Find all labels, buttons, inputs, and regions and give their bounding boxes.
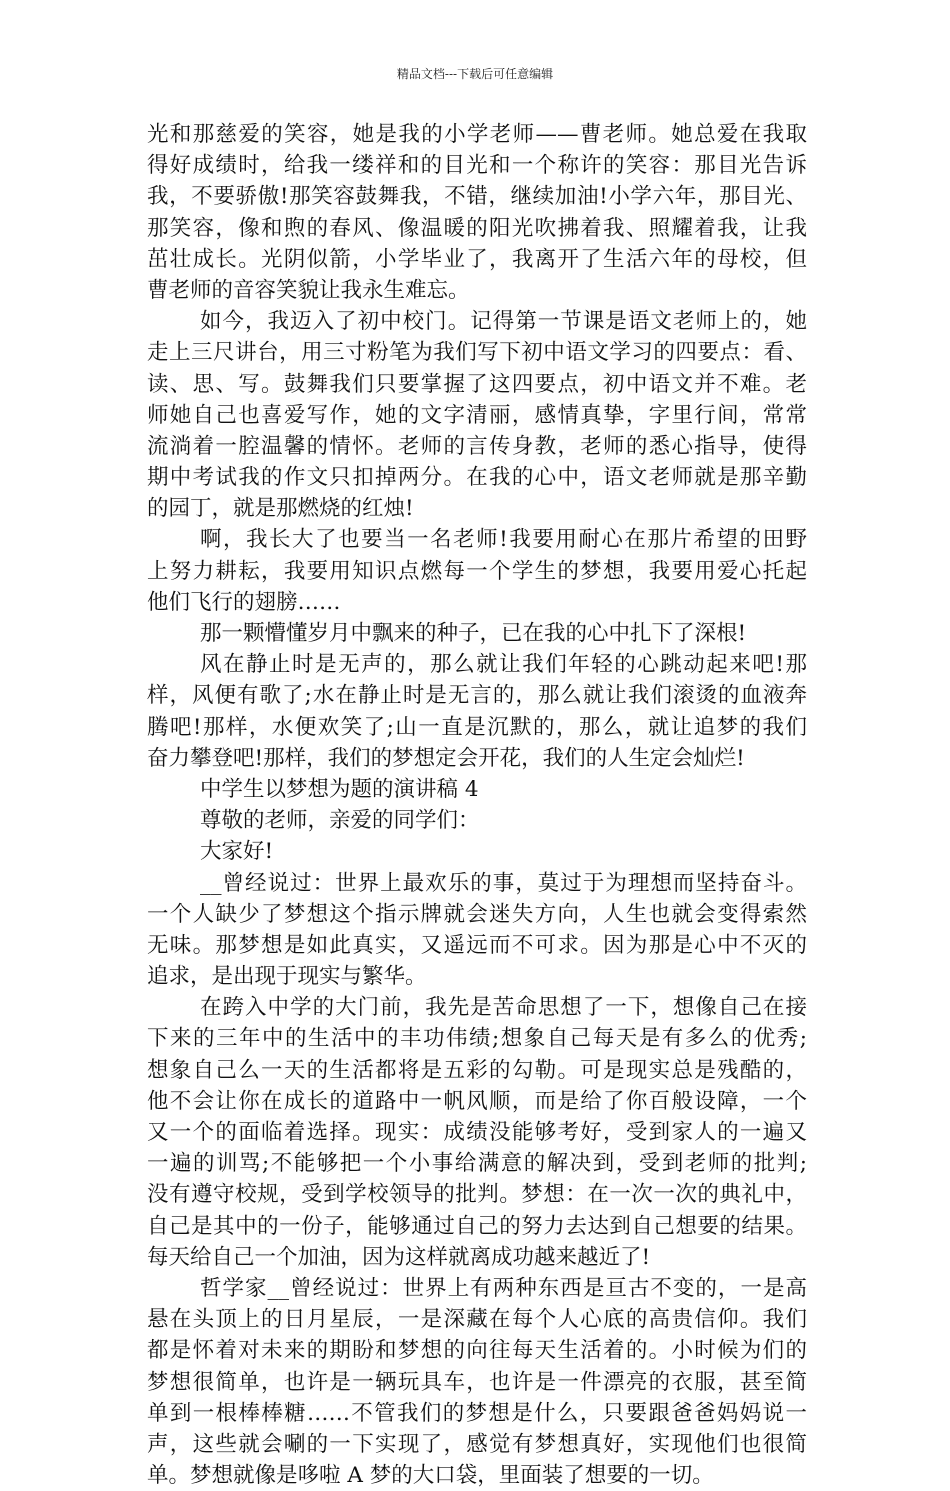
text-line: 得好成绩时，给我一缕祥和的目光和一个称许的笑容：那目光告诉 [147, 153, 807, 179]
text-line: 在跨入中学的大门前，我先是苦命思想了一下，想像自己在接 [200, 995, 807, 1021]
page-header: 精品文档---下载后可任意编辑 [396, 67, 554, 81]
text-line: 中学生以梦想为题的演讲稿 4 [200, 776, 479, 802]
text-line: 样，风便有歌了;水在静止时是无言的，那么就让我们滚烫的血液奔 [147, 683, 807, 709]
text-line: 每天给自己一个加油，因为这样就离成功越来越近了! [147, 1244, 651, 1270]
text-line: 尊敬的老师，亲爱的同学们： [200, 808, 480, 834]
text-line: 光和那慈爱的笑容，她是我的小学老师——曹老师。她总爱在我取 [147, 122, 807, 147]
text-line: 一个人缺少了梦想这个指示牌就会迷失方向，人生也就会变得索然 [147, 901, 807, 927]
text-line: __曾经说过：世界上最欢乐的事，莫过于为理想而坚持奋斗。 [200, 870, 807, 896]
text-line: 大家好! [200, 839, 274, 865]
text-line: 他不会让你在成长的道路中一帆风顺，而是给了你百般设障，一个 [147, 1088, 807, 1114]
text-line: 一遍的训骂;不能够把一个小事给满意的解决到，受到老师的批判; [147, 1151, 807, 1177]
text-line: 奋力攀登吧!那样，我们的梦想定会开花，我们的人生定会灿烂! [147, 745, 745, 771]
text-line: 期中考试我的作文只扣掉两分。在我的心中，语文老师就是那辛勤 [147, 465, 807, 491]
text-line: 走上三尺讲台，用三寸粉笔为我们写下初中语文学习的四要点：看、 [147, 340, 807, 366]
text-line: 如今，我迈入了初中校门。记得第一节课是语文老师上的，她 [200, 309, 807, 335]
text-line: 声，这些就会唰的一下实现了，感觉有梦想真好，实现他们也很简 [147, 1431, 807, 1457]
text-line: 想象自己么一天的生活都将是五彩的勾勒。可是现实总是残酷的， [147, 1057, 807, 1083]
text-line: 追求，是出现于现实与繁华。 [147, 964, 427, 990]
text-line: 风在静止时是无声的，那么就让我们年轻的心跳动起来吧!那 [200, 652, 807, 678]
text-line: 没有遵守校规，受到学校领导的批判。梦想：在一次一次的典礼中， [147, 1182, 807, 1208]
text-line: 那笑容，像和煦的春风、像温暖的阳光吹拂着我、照耀着我，让我 [147, 215, 807, 241]
text-line: 腾吧!那样，水便欢笑了;山一直是沉默的，那么，就让追梦的我们 [147, 714, 807, 740]
text-line: 曹老师的音容笑貌让我永生难忘。 [147, 277, 470, 303]
text-line: 茁壮成长。光阴似箭，小学毕业了，我离开了生活六年的母校，但 [147, 246, 807, 272]
text-line: 悬在头顶上的日月星辰，一是深藏在每个人心底的高贵信仰。我们 [147, 1307, 807, 1333]
text-line: 下来的三年中的生活中的丰功伟绩;想象自己每天是有多么的优秀; [147, 1026, 807, 1052]
text-line: 我，不要骄傲!那笑容鼓舞我，不错，继续加油!小学六年，那目光、 [147, 184, 807, 210]
text-line: 都是怀着对未来的期盼和梦想的向往每天生活着的。小时候为们的 [147, 1338, 807, 1364]
text-line: 哲学家__曾经说过：世界上有两种东西是亘古不变的，一是高 [200, 1275, 807, 1301]
text-line: 梦想很简单，也许是一辆玩具车，也许是一件漂亮的衣服，甚至简 [147, 1369, 807, 1395]
text-line: 啊，我长大了也要当一名老师!我要用耐心在那片希望的田野 [200, 527, 807, 553]
text-line: 流淌着一腔温馨的情怀。老师的言传身教，老师的悉心指导，使得 [147, 433, 807, 459]
text-line: 读、思、写。鼓舞我们只要掌握了这四要点，初中语文并不难。老 [147, 371, 807, 397]
text-line: 无味。那梦想是如此真实，又遥远而不可求。因为那是心中不灭的 [147, 932, 807, 958]
text-line: 单。梦想就像是哆啦 A 梦的大口袋，里面装了想要的一切。 [147, 1463, 714, 1489]
text-line: 单到一根棒棒糖……不管我们的梦想是什么，只要跟爸爸妈妈说一 [147, 1400, 807, 1426]
text-line: 自己是其中的一份子，能够通过自己的努力去达到自己想要的结果。 [147, 1213, 807, 1239]
text-line: 上努力耕耘，我要用知识点燃每一个学生的梦想，我要用爱心托起 [147, 558, 807, 584]
document-body [147, 119, 807, 1491]
text-line: 他们飞行的翅膀…… [147, 589, 341, 615]
text-line: 又一个的面临着选择。现实：成绩没能够考好，受到家人的一遍又 [147, 1120, 807, 1145]
text-line: 那一颗懵懂岁月中飘来的种子，已在我的心中扎下了深根! [200, 621, 747, 646]
text-line: 的园丁，就是那燃烧的红烛! [147, 496, 414, 522]
text-line: 师她自己也喜爱写作，她的文字清丽，感情真挚，字里行间，常常 [147, 402, 807, 428]
